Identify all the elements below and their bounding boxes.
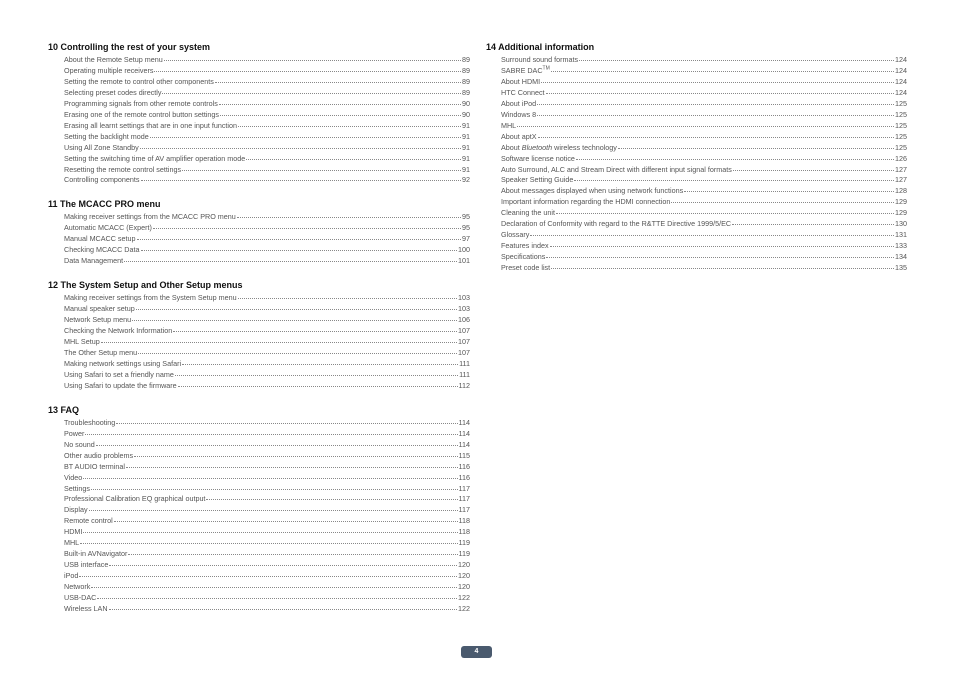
toc-entry-page: 124 xyxy=(895,65,907,75)
toc-entry-title: MHL xyxy=(501,120,517,130)
toc-right-column xyxy=(486,41,907,286)
toc-entry-title: Built-in AVNavigator xyxy=(64,549,128,559)
toc-entry-title: Preset code list xyxy=(501,263,551,273)
toc-entry-title-text: wireless technology xyxy=(552,142,617,152)
toc-entry-title-text: SABRE DAC xyxy=(501,65,543,75)
toc-entry-page: 117 xyxy=(458,483,470,493)
section-heading: 10 Controlling the rest of your system xyxy=(48,42,211,52)
toc-entry-title: Manual speaker setup xyxy=(64,304,135,314)
dot-leader xyxy=(182,356,458,365)
toc-entry-page: 107 xyxy=(458,326,470,336)
toc-entry-title: Making network settings using Safari xyxy=(64,358,182,368)
toc-entry-title: Using Safari to set a friendly name xyxy=(64,369,174,379)
toc-entry-title: Network Setup menu xyxy=(64,315,132,325)
toc-entry-title-italic: Bluetooth xyxy=(521,142,553,152)
toc-entry-page: 106 xyxy=(458,315,470,325)
toc-entry-page: 112 xyxy=(458,380,470,390)
toc-entry-page: 125 xyxy=(895,120,907,130)
toc-entry[interactable] xyxy=(48,173,470,184)
toc-entry-page: 128 xyxy=(895,186,907,196)
toc-entry-title: Making receiver settings from the MCACC PRO menu xyxy=(64,212,236,222)
toc-entry-page: 125 xyxy=(895,131,907,141)
toc-entry-title: About the Remote Setup menu xyxy=(64,55,163,64)
section-heading: 13 FAQ xyxy=(48,404,80,415)
toc-entry-page: 89 xyxy=(462,87,470,97)
dot-leader xyxy=(517,118,894,127)
dot-leader xyxy=(109,557,457,566)
dot-leader xyxy=(91,579,457,588)
toc-entry-title: Manual MCACC setup xyxy=(64,234,136,244)
toc-entry-page: 117 xyxy=(458,505,470,515)
toc-entry-title: Erasing all learnt settings that are in one input function xyxy=(64,120,238,130)
dot-leader xyxy=(574,172,894,181)
dot-leader xyxy=(173,323,457,332)
toc-entry-page: 122 xyxy=(458,593,470,603)
toc-entry-title: About messages displayed when using network functions xyxy=(501,186,684,196)
dot-leader xyxy=(530,227,894,236)
toc-entry-page: 114 xyxy=(458,439,470,449)
page-number-badge: 4 xyxy=(461,646,492,658)
dot-leader xyxy=(89,502,458,511)
dot-leader xyxy=(537,107,894,116)
toc-entry-title: Auto Surround, ALC and Stream Direct with different input signal formats xyxy=(501,164,732,174)
dot-leader xyxy=(238,290,457,299)
dot-leader xyxy=(136,301,457,310)
dot-leader xyxy=(551,63,894,72)
toc-entry-page: 131 xyxy=(895,230,907,240)
toc-entry-title: Features index xyxy=(501,241,549,251)
toc-entry-title: iPod xyxy=(64,571,79,581)
toc-entry-title: Checking the Network Information xyxy=(64,326,173,336)
dot-leader xyxy=(733,162,894,171)
toc-entry-title: Using All Zone Standby xyxy=(64,142,139,152)
toc-entry-title: Software license notice xyxy=(501,153,575,163)
dot-leader xyxy=(141,242,458,251)
dot-leader xyxy=(246,151,461,160)
dot-leader xyxy=(178,378,458,387)
dot-leader xyxy=(150,129,461,138)
toc-entry[interactable] xyxy=(486,261,907,272)
toc-section xyxy=(48,404,470,613)
toc-entry-page: 129 xyxy=(895,197,907,207)
dot-leader xyxy=(83,524,457,533)
toc-entry-page: 92 xyxy=(462,175,470,185)
toc-entry-title: No sound xyxy=(64,439,95,449)
dot-leader xyxy=(83,470,457,479)
toc-entry-page: 91 xyxy=(462,164,470,174)
dot-leader xyxy=(96,437,458,446)
toc-entry-page: 115 xyxy=(458,450,470,460)
toc-entry-page: 124 xyxy=(895,87,907,97)
dot-leader xyxy=(732,216,894,225)
toc-entry-title: Windows 8 xyxy=(501,109,537,119)
toc-entry-page: 111 xyxy=(459,369,470,379)
toc-entry-title: Controlling components xyxy=(64,175,140,185)
toc-entry-page: 125 xyxy=(895,109,907,119)
toc-entry-page: 89 xyxy=(462,55,470,64)
dot-leader xyxy=(140,140,461,149)
dot-leader xyxy=(116,415,457,424)
toc-entry-page: 103 xyxy=(458,293,470,303)
toc-entry-page: 127 xyxy=(895,164,907,174)
dot-leader xyxy=(109,601,457,610)
toc-entry-title: Network xyxy=(64,582,91,592)
dot-leader xyxy=(141,172,461,181)
toc-entry-title: Troubleshooting xyxy=(64,417,116,427)
toc-entry-page: 101 xyxy=(458,256,470,266)
toc-entry-page: 107 xyxy=(458,337,470,347)
toc-entry-page: 89 xyxy=(462,65,470,75)
toc-entry-page: 134 xyxy=(895,252,907,262)
dot-leader xyxy=(550,238,894,247)
toc-entry-page: 119 xyxy=(458,538,470,548)
toc-entry-page: 95 xyxy=(462,212,470,222)
dot-leader xyxy=(541,74,894,83)
dot-leader xyxy=(237,209,461,218)
toc-entry-title: Professional Calibration EQ graphical output xyxy=(64,494,206,504)
toc-entry-title: Surround sound formats xyxy=(501,55,579,64)
toc-left-column xyxy=(48,41,470,627)
toc-entry-title: Cleaning the unit xyxy=(501,208,555,218)
dot-leader xyxy=(579,52,894,61)
dot-leader xyxy=(128,546,457,555)
toc-entry-title: MHL xyxy=(64,538,80,548)
dot-leader xyxy=(126,459,458,468)
dot-leader xyxy=(576,151,894,160)
toc-entry-title: Checking MCACC Data xyxy=(64,245,140,255)
toc-entry-page: 135 xyxy=(895,263,907,273)
toc-entry-title-text: About xyxy=(501,142,522,152)
dot-leader xyxy=(618,140,894,149)
toc-entry-title: Erasing one of the remote control button settings xyxy=(64,109,220,119)
dot-leader xyxy=(546,85,894,94)
section-heading: 14 Additional information xyxy=(486,42,595,52)
toc-entry-title: Using Safari to update the firmware xyxy=(64,380,177,390)
toc-entry-title: HTC Connect xyxy=(501,87,545,97)
dot-leader xyxy=(164,52,461,61)
toc-entry-title: About aptX xyxy=(501,131,537,141)
toc-entry-page: 111 xyxy=(459,358,470,368)
dot-leader xyxy=(80,535,457,544)
dot-leader xyxy=(79,568,457,577)
toc-entry-title: HDMI xyxy=(64,527,83,537)
toc-entry-page: 125 xyxy=(895,142,907,152)
toc-entry-page: 103 xyxy=(458,304,470,314)
dot-leader xyxy=(238,118,461,127)
toc-entry-title: Remote control xyxy=(64,516,113,526)
toc-entry-page: 117 xyxy=(458,494,470,504)
toc-entry-title: Setting the remote to control other components xyxy=(64,76,214,86)
dot-leader xyxy=(162,85,461,94)
toc-entry-title: Other audio problems xyxy=(64,450,134,460)
toc-entry-title: Video xyxy=(64,472,83,482)
toc-entry-title: Power xyxy=(64,428,85,438)
toc-section xyxy=(486,41,907,272)
toc-entry[interactable] xyxy=(48,602,470,613)
toc-entry-title: Settings xyxy=(64,483,90,493)
dot-leader xyxy=(124,253,457,262)
dot-leader xyxy=(134,448,457,457)
dot-leader xyxy=(175,367,458,376)
dot-leader xyxy=(206,491,457,500)
dot-leader xyxy=(153,220,461,229)
toc-entry-title: Setting the switching time of AV amplifier operation mode xyxy=(64,153,246,163)
toc-entry-title: Glossary xyxy=(501,230,530,240)
toc-entry-title: Declaration of Conformity with regard to the R&TTE Directive 1999/5/EC xyxy=(501,219,732,229)
toc-entry[interactable] xyxy=(48,254,470,265)
dot-leader xyxy=(546,249,894,258)
toc-entry-page: 130 xyxy=(895,219,907,229)
toc-entry-page: 119 xyxy=(458,549,470,559)
toc-entry-title: Selecting preset codes directly xyxy=(64,87,162,97)
toc-entry-title: Speaker Setting Guide xyxy=(501,175,574,185)
toc-entry-page: 91 xyxy=(462,142,470,152)
dot-leader xyxy=(85,426,457,435)
toc-entry-page: 91 xyxy=(462,120,470,130)
toc-entry-title: Specifications xyxy=(501,252,546,262)
toc-entry-title: MHL Setup xyxy=(64,337,100,347)
dot-leader xyxy=(137,231,461,240)
toc-entry-title: About HDMI xyxy=(501,76,541,86)
toc-section xyxy=(48,279,470,390)
dot-leader xyxy=(154,63,461,72)
dot-leader xyxy=(215,74,461,83)
toc-entry[interactable] xyxy=(48,379,470,390)
toc-section xyxy=(48,41,470,184)
toc-entry-page: 95 xyxy=(462,223,470,233)
toc-entry-page: 127 xyxy=(895,175,907,185)
dot-leader xyxy=(101,334,457,343)
toc-entry-title: Programming signals from other remote controls xyxy=(64,98,218,108)
toc-entry-title: Display xyxy=(64,505,88,515)
toc-entry-page: 124 xyxy=(895,55,907,64)
dot-leader xyxy=(537,96,894,105)
toc-entry-page: 124 xyxy=(895,76,907,86)
dot-leader xyxy=(114,513,458,522)
toc-entry-title: USB interface xyxy=(64,560,109,570)
toc-entry-page: 122 xyxy=(458,603,470,613)
toc-entry-title: Wireless LAN xyxy=(64,603,108,613)
toc-entry-page: 100 xyxy=(458,245,470,255)
section-heading: 12 The System Setup and Other Setup menus xyxy=(48,280,243,291)
toc-section xyxy=(48,198,470,265)
toc-entry-title: Automatic MCACC (Expert) xyxy=(64,223,152,233)
dot-leader xyxy=(182,162,461,171)
toc-entry-title: Making receiver settings from the System Setup menu xyxy=(64,293,237,303)
dot-leader xyxy=(132,312,457,321)
toc-entry-page: 91 xyxy=(462,153,470,163)
section-heading: 11 The MCACC PRO menu xyxy=(48,199,161,210)
toc-entry-title: The Other Setup menu xyxy=(64,347,138,357)
dot-leader xyxy=(538,129,894,138)
dot-leader xyxy=(97,590,457,599)
trademark-mark: TM xyxy=(542,65,550,72)
toc-entry-page: 126 xyxy=(895,153,907,163)
dot-leader xyxy=(551,260,894,269)
dot-leader xyxy=(219,96,461,105)
toc-entry-title: Operating multiple receivers xyxy=(64,65,154,75)
toc-entry-title: About iPod xyxy=(501,98,537,108)
toc-entry-page: 90 xyxy=(462,109,470,119)
toc-entry-page: 107 xyxy=(458,347,470,357)
toc-entry-title: Setting the backlight mode xyxy=(64,131,149,141)
toc-entry-page: 118 xyxy=(458,527,470,537)
toc-entry-title: BT AUDIO terminal xyxy=(64,461,125,471)
dot-leader xyxy=(671,194,894,203)
toc-entry-page: 125 xyxy=(895,98,907,108)
toc-entry-page: 133 xyxy=(895,241,907,251)
toc-entry-title: Resetting the remote control settings xyxy=(64,164,182,174)
toc-entry-page: 114 xyxy=(458,417,470,427)
toc-entry-title: Important information regarding the HDMI connection xyxy=(501,197,671,207)
toc-entry-title: USB-DAC xyxy=(64,593,97,603)
toc-entry-title: Data Management xyxy=(64,256,124,266)
dot-leader xyxy=(138,345,457,354)
dot-leader xyxy=(91,481,458,490)
toc-entry-page: 116 xyxy=(458,461,470,471)
toc-entry-page: 116 xyxy=(458,472,470,482)
toc-entry-page: 129 xyxy=(895,208,907,218)
toc-entry-page: 118 xyxy=(458,516,470,526)
dot-leader xyxy=(220,107,461,116)
toc-entry-page: 120 xyxy=(458,560,470,570)
dot-leader xyxy=(556,205,894,214)
toc-entry-page: 91 xyxy=(462,131,470,141)
dot-leader xyxy=(684,183,894,192)
toc-entry-page: 120 xyxy=(458,582,470,592)
toc-entry-page: 120 xyxy=(458,571,470,581)
toc-entry-page: 90 xyxy=(462,98,470,108)
toc-entry-page: 114 xyxy=(458,428,470,438)
toc-entry-page: 97 xyxy=(462,234,470,244)
toc-entry-page: 89 xyxy=(462,76,470,86)
